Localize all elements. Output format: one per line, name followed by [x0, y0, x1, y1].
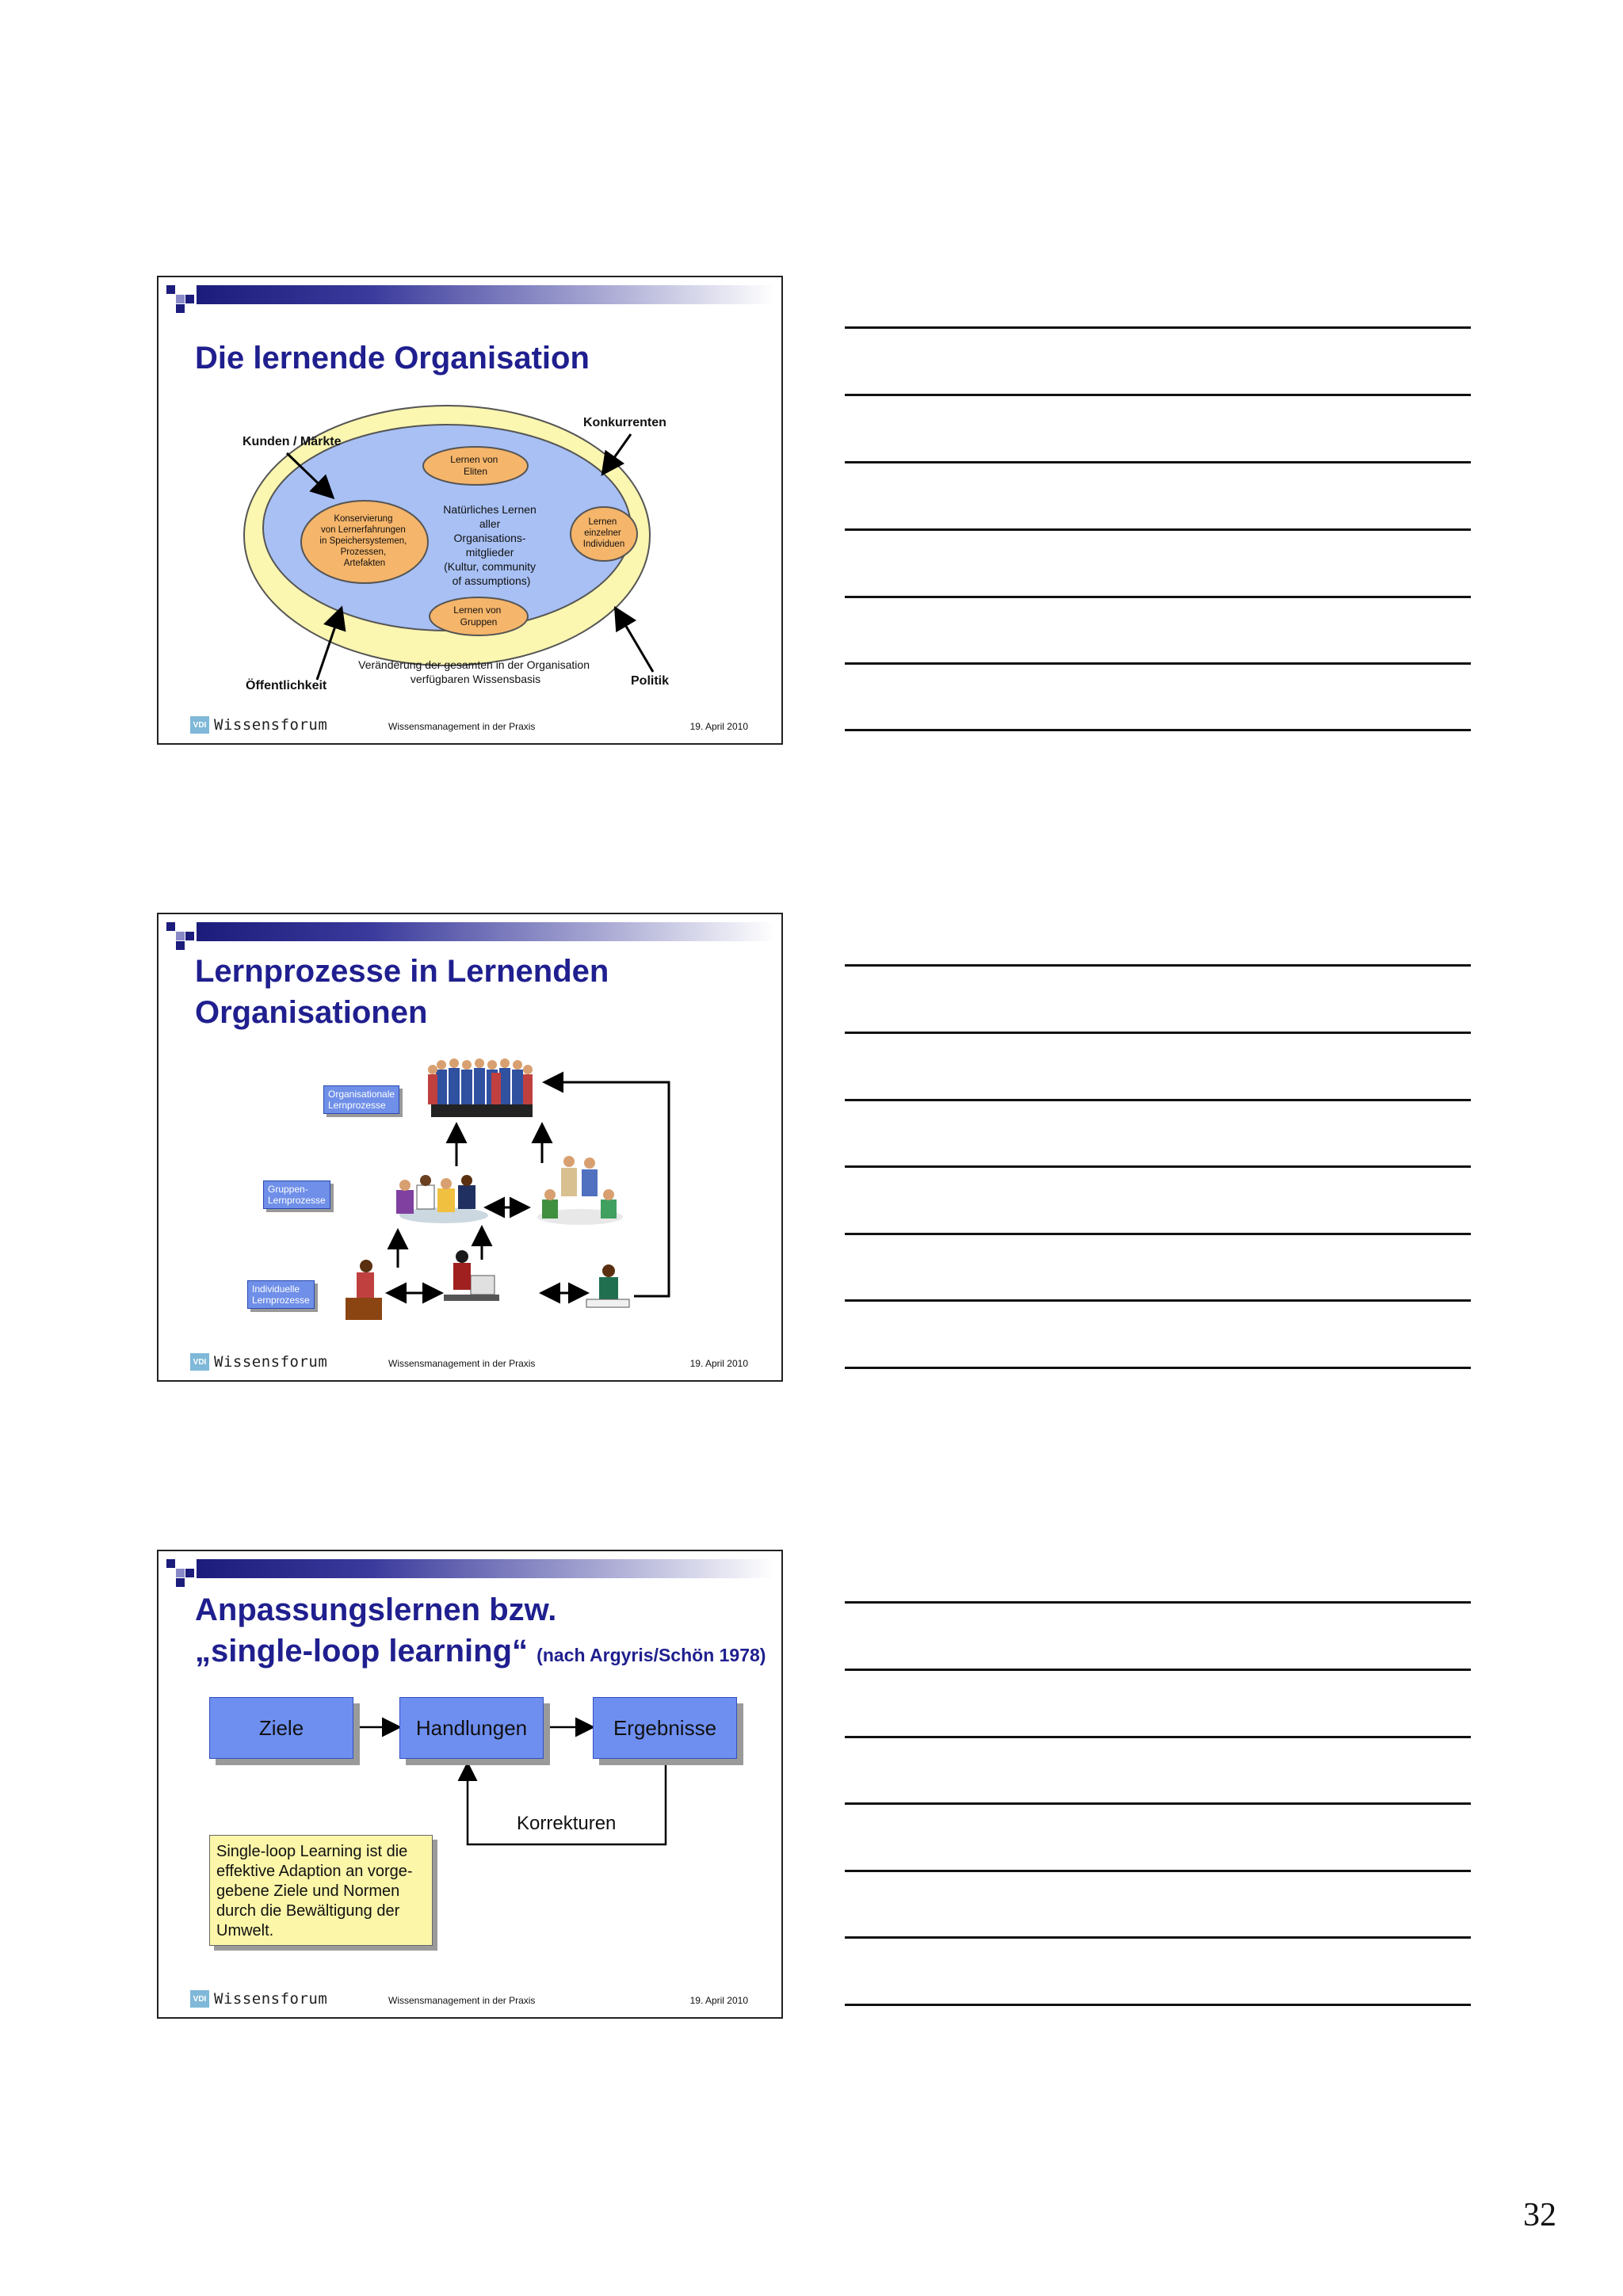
footer-logo	[190, 1981, 327, 2008]
note-line	[845, 461, 1471, 463]
box-ergebnisse: Ergebnisse	[593, 1697, 737, 1759]
learning-organisation-diagram	[158, 277, 783, 745]
slide-1	[157, 276, 783, 745]
bubble-right-text: Lernen einzelner Individuen	[582, 517, 625, 549]
note-line	[845, 2004, 1471, 2006]
group-meeting-icon-left	[396, 1175, 488, 1223]
footer-title: Wissensmanagement in der Praxis	[388, 1358, 536, 1369]
slide-title: Die lernende Organisation	[195, 341, 590, 376]
note-line	[845, 1936, 1471, 1939]
bubble-left-text: Konservierung von Lernerfahrungen in Speichersystemen, Prozessen, Artefakten	[319, 514, 407, 568]
note-line	[845, 1669, 1471, 1671]
label-politik: Politik	[631, 674, 670, 688]
bubble-bottom-text: Lernen von Gruppen	[453, 605, 502, 627]
note-line	[845, 964, 1471, 967]
note-line	[845, 528, 1471, 531]
individual-computer-icon	[444, 1250, 499, 1301]
wissensforum-text: Wissensforum	[214, 1353, 328, 1371]
box-ziele: Ziele	[209, 1697, 353, 1759]
note-line	[845, 729, 1471, 731]
vdi-badge: VDI	[190, 716, 209, 734]
explanation-note: Single-loop Learning ist die effektive Adaption an vorge- gebene Ziele und Normen durch die Bewältigung der Umwelt.	[209, 1835, 433, 1946]
group-meeting-icon-right	[537, 1156, 623, 1225]
wissensforum-text: Wissensforum	[214, 1990, 328, 2008]
note-line	[845, 326, 1471, 329]
outer-text: Veränderung der gesamten in der Organisation verfügbaren Wissensbasis	[358, 658, 590, 685]
arrow-politik	[617, 610, 653, 672]
note-line	[845, 1601, 1471, 1604]
note-line	[845, 1233, 1471, 1235]
note-line	[845, 596, 1471, 598]
lernprozesse-diagram	[158, 914, 783, 1382]
note-line	[845, 1032, 1471, 1034]
label-kunden: Kunden / Märkte	[242, 435, 342, 448]
label-individuelle-lernprozesse: Individuelle Lernprozesse	[247, 1280, 315, 1309]
footer-date: 19. April 2010	[689, 1358, 748, 1369]
korrekturen-label: Korrekturen	[517, 1813, 617, 1834]
note-line	[845, 1736, 1471, 1738]
note-line	[845, 1802, 1471, 1805]
single-loop-diagram	[158, 1551, 783, 2019]
label-gruppen-lernprozesse: Gruppen- Lernprozesse	[263, 1180, 330, 1209]
note-line	[845, 662, 1471, 665]
footer-logo	[190, 1344, 327, 1371]
individual-reading-icon	[346, 1260, 382, 1320]
slide-title: Anpassungslernen bzw. „single-loop learning“ (nach Argyris/Schön 1978)	[195, 1592, 766, 1669]
label-konkurrenten: Konkurrenten	[583, 416, 666, 429]
note-line	[845, 1870, 1471, 1872]
note-line	[845, 1165, 1471, 1168]
label-oeffentlichkeit: Öffentlichkeit	[246, 679, 327, 692]
note-line	[845, 1299, 1471, 1302]
footer-title: Wissensmanagement in der Praxis	[388, 721, 536, 732]
note-line	[845, 394, 1471, 396]
organisation-crowd-icon	[428, 1058, 533, 1117]
vdi-badge: VDI	[190, 1353, 209, 1371]
center-text: Natürliches Lernen aller Organisations- mitglieder (Kultur, community of assumptions)	[443, 503, 537, 587]
slide-title: Lernprozesse in Lernenden Organisationen	[195, 954, 609, 1030]
individual-writing-icon	[586, 1264, 629, 1307]
footer-logo	[190, 707, 327, 734]
footer-title: Wissensmanagement in der Praxis	[388, 1995, 536, 2006]
bubble-top-text: Lernen von Eliten	[450, 454, 498, 477]
slide-2	[157, 913, 783, 1382]
page-number: 32	[1523, 2197, 1556, 2233]
label-org-lernprozesse: Organisationale Lernprozesse	[323, 1085, 399, 1114]
footer-date: 19. April 2010	[689, 1995, 748, 2006]
box-handlungen: Handlungen	[399, 1697, 544, 1759]
vdi-badge: VDI	[190, 1990, 209, 2008]
footer-date: 19. April 2010	[689, 721, 748, 732]
note-line	[845, 1099, 1471, 1101]
slide-3	[157, 1550, 783, 2019]
note-line	[845, 1367, 1471, 1369]
wissensforum-text: Wissensforum	[214, 716, 328, 734]
